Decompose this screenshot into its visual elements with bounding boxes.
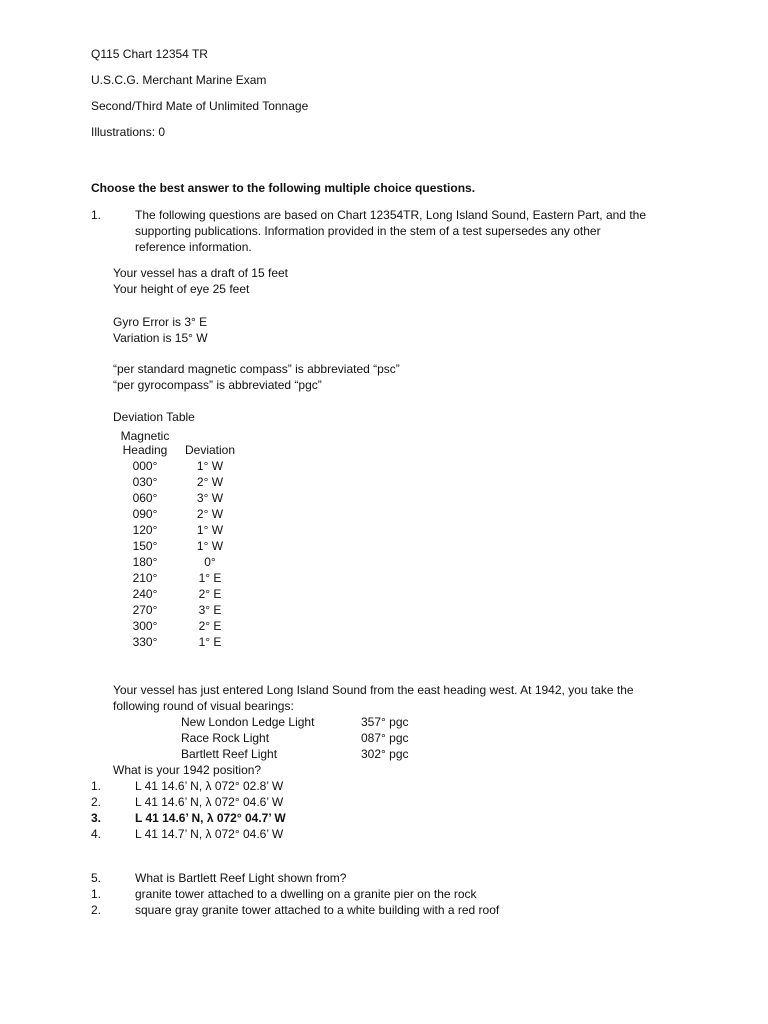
deviation-cell: 3° E bbox=[198, 603, 222, 617]
gyro-error: Gyro Error is 3° E bbox=[113, 315, 208, 329]
deviation-cell: 2° E bbox=[198, 587, 222, 601]
exam-code: Q115 Chart 12354 TR bbox=[91, 47, 208, 61]
variation: Variation is 15° W bbox=[113, 331, 208, 345]
heading-cell: 060° bbox=[132, 491, 158, 505]
scenario-line: Your vessel has just entered Long Island Sound from the east heading west. At 1942, you take the bbox=[113, 683, 634, 697]
heading-cell: 090° bbox=[132, 507, 158, 521]
bearing-object: Race Rock Light bbox=[181, 731, 270, 745]
scenario-line: following round of visual bearings: bbox=[113, 699, 294, 713]
deviation-header: Deviation bbox=[184, 443, 236, 457]
deviation-cell: 0° bbox=[204, 555, 216, 569]
instructions: Choose the best answer to the following multiple choice questions. bbox=[91, 181, 476, 195]
bearing-value: 302° pgc bbox=[361, 747, 409, 761]
heading-cell: 300° bbox=[132, 619, 158, 633]
question-5-number: 5. bbox=[91, 871, 102, 885]
deviation-cell: 2° E bbox=[198, 619, 222, 633]
question-5-text: What is Bartlett Reef Light shown from? bbox=[135, 871, 347, 885]
answer-text: L 41 14.6’ N, λ 072° 02.8’ W bbox=[135, 779, 284, 793]
answer-number: 4. bbox=[91, 827, 102, 841]
deviation-cell: 3° W bbox=[196, 491, 224, 505]
heading-cell: 330° bbox=[132, 635, 158, 649]
magnetic-heading-header-line1: Magnetic bbox=[120, 429, 170, 443]
deviation-cell: 1° W bbox=[196, 459, 224, 473]
question-1-number: 1. bbox=[91, 208, 102, 222]
bearing-value: 087° pgc bbox=[361, 731, 409, 745]
answer-number: 3. bbox=[91, 811, 102, 825]
heading-cell: 270° bbox=[132, 603, 158, 617]
deviation-table-title: Deviation Table bbox=[113, 410, 195, 424]
pgc-note: “per gyrocompass” is abbreviated “pgc” bbox=[113, 378, 322, 392]
vessel-draft: Your vessel has a draft of 15 feet bbox=[113, 266, 289, 280]
question-1-stem-line: The following questions are based on Chart 12354TR, Long Island Sound, Eastern Part, and the bbox=[135, 208, 646, 222]
deviation-cell: 2° W bbox=[196, 507, 224, 521]
bearing-value: 357° pgc bbox=[361, 715, 409, 729]
exam-level: Second/Third Mate of Unlimited Tonnage bbox=[91, 99, 309, 113]
answer-text: L 41 14.6’ N, λ 072° 04.6’ W bbox=[135, 795, 284, 809]
heading-cell: 120° bbox=[132, 523, 158, 537]
question-1-stem-line: supporting publications. Information provided in the stem of a test supersedes any other bbox=[135, 224, 601, 238]
heading-cell: 240° bbox=[132, 587, 158, 601]
answer-number: 1. bbox=[91, 779, 102, 793]
height-of-eye: Your height of eye 25 feet bbox=[113, 282, 250, 296]
answer-text: L 41 14.7’ N, λ 072° 04.6’ W bbox=[135, 827, 284, 841]
answer-text: L 41 14.6’ N, λ 072° 04.7’ W bbox=[135, 811, 286, 825]
position-question: What is your 1942 position? bbox=[113, 763, 262, 777]
deviation-cell: 1° E bbox=[198, 571, 222, 585]
heading-cell: 210° bbox=[132, 571, 158, 585]
magnetic-heading-header-line2: Heading bbox=[122, 443, 168, 457]
answer-number: 1. bbox=[91, 887, 102, 901]
answer-text: square gray granite tower attached to a white building with a red roof bbox=[135, 903, 500, 917]
bearing-object: Bartlett Reef Light bbox=[181, 747, 278, 761]
heading-cell: 000° bbox=[132, 459, 158, 473]
answer-text: granite tower attached to a dwelling on a granite pier on the rock bbox=[135, 887, 477, 901]
heading-cell: 030° bbox=[132, 475, 158, 489]
deviation-cell: 2° W bbox=[196, 475, 224, 489]
heading-cell: 180° bbox=[132, 555, 158, 569]
deviation-cell: 1° W bbox=[196, 523, 224, 537]
deviation-cell: 1° W bbox=[196, 539, 224, 553]
heading-cell: 150° bbox=[132, 539, 158, 553]
question-1-stem-line: reference information. bbox=[135, 240, 252, 254]
deviation-cell: 1° E bbox=[198, 635, 222, 649]
bearing-object: New London Ledge Light bbox=[181, 715, 315, 729]
exam-title: U.S.C.G. Merchant Marine Exam bbox=[91, 73, 267, 87]
psc-note: “per standard magnetic compass” is abbreviated “psc” bbox=[113, 362, 400, 376]
answer-number: 2. bbox=[91, 795, 102, 809]
illustrations-count: Illustrations: 0 bbox=[91, 125, 166, 139]
answer-number: 2. bbox=[91, 903, 102, 917]
